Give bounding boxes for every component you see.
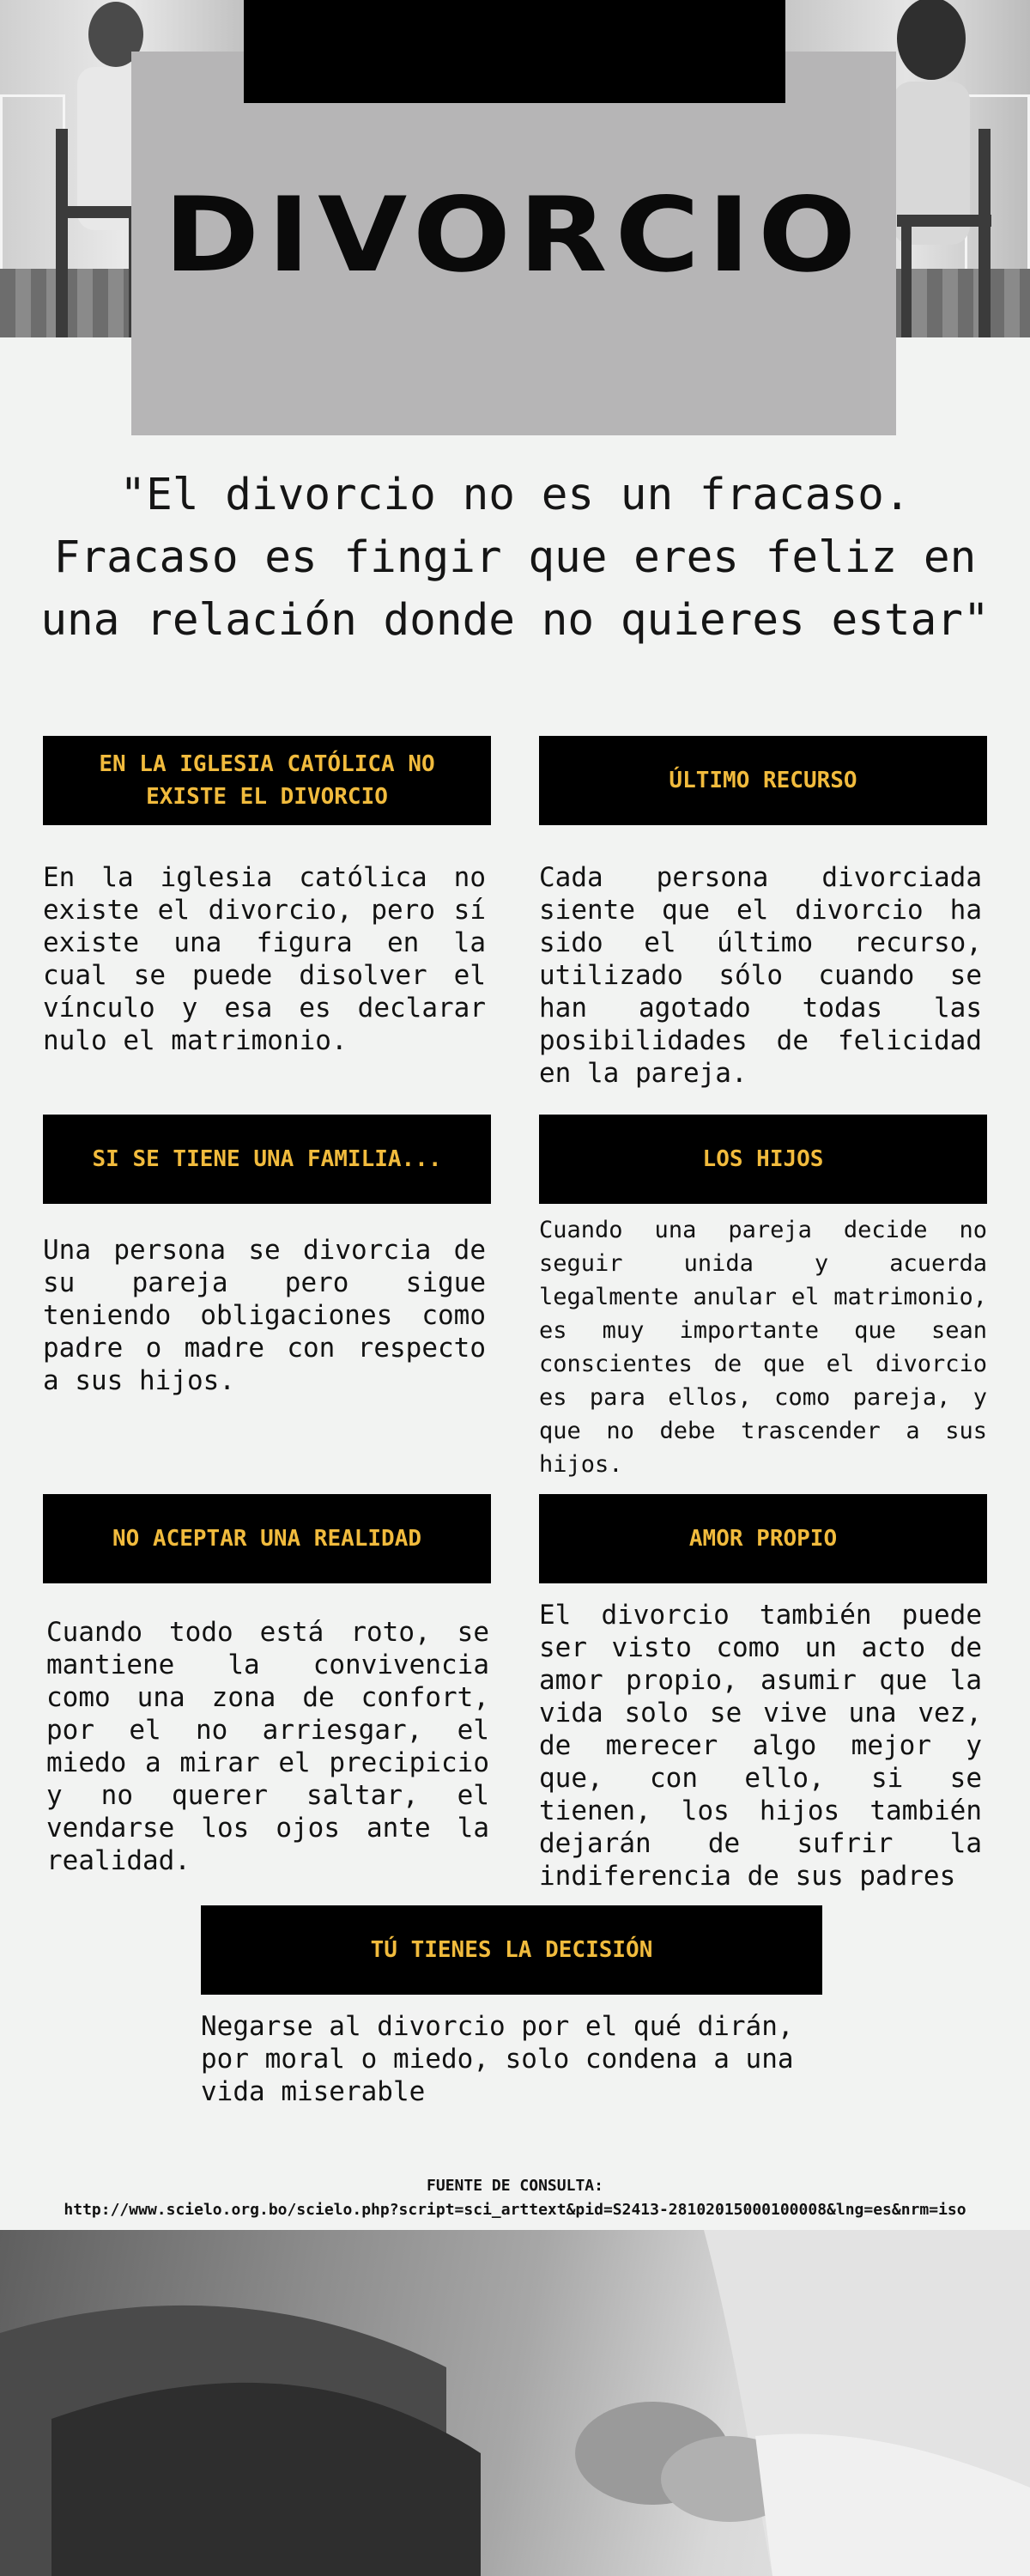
- section-heading-decision: [201, 1905, 822, 1995]
- section-heading-realidad: [43, 1494, 491, 1583]
- section-heading-ultimo-recurso: [539, 736, 987, 825]
- page-title: DIVORCIO: [163, 176, 864, 295]
- section-heading-text: TÚ TIENES LA DECISIÓN: [370, 1937, 653, 1963]
- section-text-amor-propio: El divorcio también puede ser visto como un acto de amor propio, asumir que la vida solo se vive una vez, de merecer algo mejor y que, con ello, si se tienen, los hijos también dejarán de sufrir la indiferencia de sus padres: [539, 1600, 982, 1892]
- section-heading-text: LOS HIJOS: [702, 1146, 824, 1172]
- section-heading-iglesia: [43, 736, 491, 825]
- section-heading-familia: [43, 1115, 491, 1204]
- hands-photo-illustration: [0, 2230, 1030, 2576]
- source-url: http://www.scielo.org.bo/scielo.php?script=sci_arttext&pid=S2413-28102015000100008&lng=es&nrm=iso: [64, 2201, 966, 2219]
- footer-photo: [0, 2230, 1030, 2576]
- section-heading-amor-propio: [539, 1494, 987, 1583]
- section-heading-text: ÚLTIMO RECURSO: [669, 768, 857, 793]
- title-bar-decoration: [244, 0, 785, 103]
- source-label: FUENTE DE CONSULTA:: [427, 2177, 603, 2195]
- section-text-los-hijos: Cuando una pareja decide no seguir unida y acuerda legalmente anular el matrimonio, es muy importante que sean conscientes de que el divorcio es para ellos, como pareja, y que no debe trascender a sus hijos.: [539, 1217, 987, 1478]
- section-heading-text: EN LA IGLESIA CATÓLICA NO EXISTE EL DIVORCIO: [99, 751, 435, 810]
- section-heading-los-hijos: [539, 1115, 987, 1204]
- section-text-decision: Negarse al divorcio por el qué dirán, por moral o miedo, solo condena a una vida miserable: [201, 2011, 794, 2107]
- section-text-familia: Una persona se divorcia de su pareja pero sigue teniendo obligaciones como padre o madre con respecto a sus hijos.: [43, 1235, 486, 1396]
- quote: "El divorcio no es un fracaso. Fracaso es fingir que eres feliz en una relación donde no quieres estar": [40, 470, 990, 646]
- section-heading-text: AMOR PROPIO: [688, 1526, 838, 1552]
- section-heading-text: NO ACEPTAR UNA REALIDAD: [112, 1526, 422, 1552]
- source-citation: [0, 2174, 1030, 2222]
- section-text-realidad: Cuando todo está roto, se mantiene la convivencia como una zona de confort, por el no arriesgar, el miedo a mirar el precipicio y no querer saltar, el vendarse los ojos ante la realidad.: [46, 1617, 489, 1876]
- section-text-iglesia: En la iglesia católica no existe el divorcio, pero sí existe una figura en la cual se puede disolver el vínculo y esa es declarar nulo el matrimonio.: [43, 862, 486, 1056]
- section-text-ultimo-recurso: Cada persona divorciada siente que el divorcio ha sido el último recurso, utilizado sólo cuando se han agotado todas las posibilidades de felicidad en la pareja.: [539, 862, 982, 1089]
- section-heading-text: SI SE TIENE UNA FAMILIA...: [92, 1146, 442, 1172]
